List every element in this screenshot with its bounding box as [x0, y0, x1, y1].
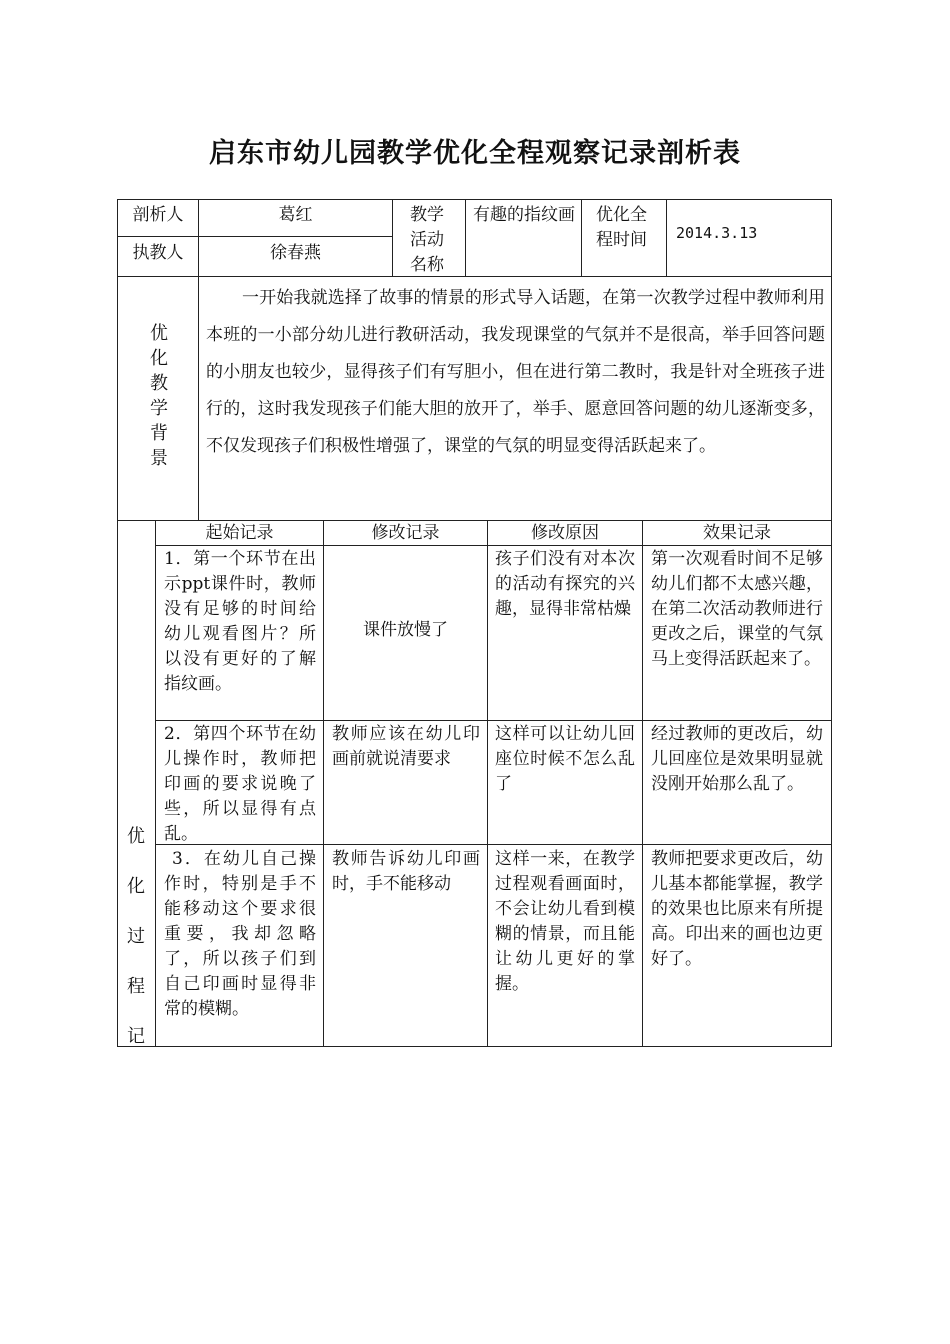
col-header-start: 起始记录: [205, 523, 274, 543]
teacher-name: 徐春燕: [270, 243, 321, 263]
start-record: 2．第四个环节在幼儿操作时，教师把印画的要求说晚了些，所以显得有点乱。: [164, 724, 316, 844]
change-reason: 孩子们没有对本次的活动有探究的兴趣，显得非常枯燥: [495, 549, 635, 619]
col-divider: [666, 199, 667, 277]
effect-record: 教师把要求更改后，幼儿基本都能掌握，教学的效果也比原来有所提高。印出来的画也边更好了。: [651, 849, 823, 969]
time-value: 2014.3.13: [676, 224, 758, 242]
time-label: 优化全程时间: [596, 205, 647, 250]
col-header-change: 修改记录: [371, 523, 440, 543]
row-divider: [155, 720, 832, 721]
change-record: 教师告诉幼儿印画时，手不能移动: [332, 849, 480, 894]
process-label: 优化过程记: [127, 826, 145, 1047]
effect-record: 第一次观看时间不足够幼儿们都不太感兴趣，在第二次活动教师进行更改之后，课堂的气氛马上变得活跃起来了。: [651, 549, 823, 669]
col-divider: [642, 520, 643, 1047]
col-divider: [465, 199, 466, 277]
change-reason: 这样一来，在教学过程观看画面时，不会让幼儿看到模糊的情景，而且能让幼儿更好的掌握。: [495, 849, 635, 994]
activity-label: 教学活动名称: [410, 205, 444, 275]
col-divider: [155, 520, 156, 1047]
teacher-label: 执教人: [132, 243, 184, 263]
background-label: 优化教学背景: [150, 323, 168, 469]
page-title: 启东市幼儿园教学优化全程观察记录剖析表: [209, 138, 741, 169]
col-divider: [581, 199, 582, 277]
col-divider: [323, 520, 324, 1047]
change-reason: 这样可以让幼儿回座位时候不怎么乱了: [495, 724, 635, 794]
background-text: 一开始我就选择了故事的情景的形式导入话题，在第一次教学过程中教师利用本班的一小部分幼儿进行教研活动，我发现课堂的气氛并不是很高，举手回答问题的小朋友也较少，显得孩子们有写胆小，但在进行第二教时，我是针对全班孩子进行的，这时我发现孩子们能大胆的放开了，举手、愿意回答问题的幼儿逐渐变多，不仅发现孩子们积极性增强了，课堂的气氛的明显变得活跃起来了。: [206, 288, 825, 456]
col-header-effect: 效果记录: [703, 523, 771, 543]
effect-record: 经过教师的更改后，幼儿回座位是效果明显就没刚开始那么乱了。: [651, 724, 823, 794]
col-divider: [487, 520, 488, 1047]
col-divider: [392, 199, 393, 277]
change-record: 课件放慢了: [363, 620, 448, 640]
start-record: 3．在幼儿自己操作时，特别是手不能移动这个要求很重要，我却忽略了，所以孩子们到自己印画时显得非常的模糊。: [164, 849, 316, 1019]
analyst-name: 葛红: [278, 205, 313, 225]
col-divider: [198, 276, 199, 521]
activity-name: 有趣的指纹画: [473, 205, 575, 225]
start-record: 1．第一个环节在出示ppt课件时，教师没有足够的时间给幼儿观看图片？所以没有更好的了解指纹画。: [164, 549, 316, 694]
col-header-reason: 修改原因: [531, 523, 599, 543]
row-divider: [117, 236, 392, 237]
row-divider: [117, 276, 832, 277]
analyst-label: 剖析人: [132, 205, 184, 225]
change-record: 教师应该在幼儿印画前就说清要求: [332, 724, 480, 769]
